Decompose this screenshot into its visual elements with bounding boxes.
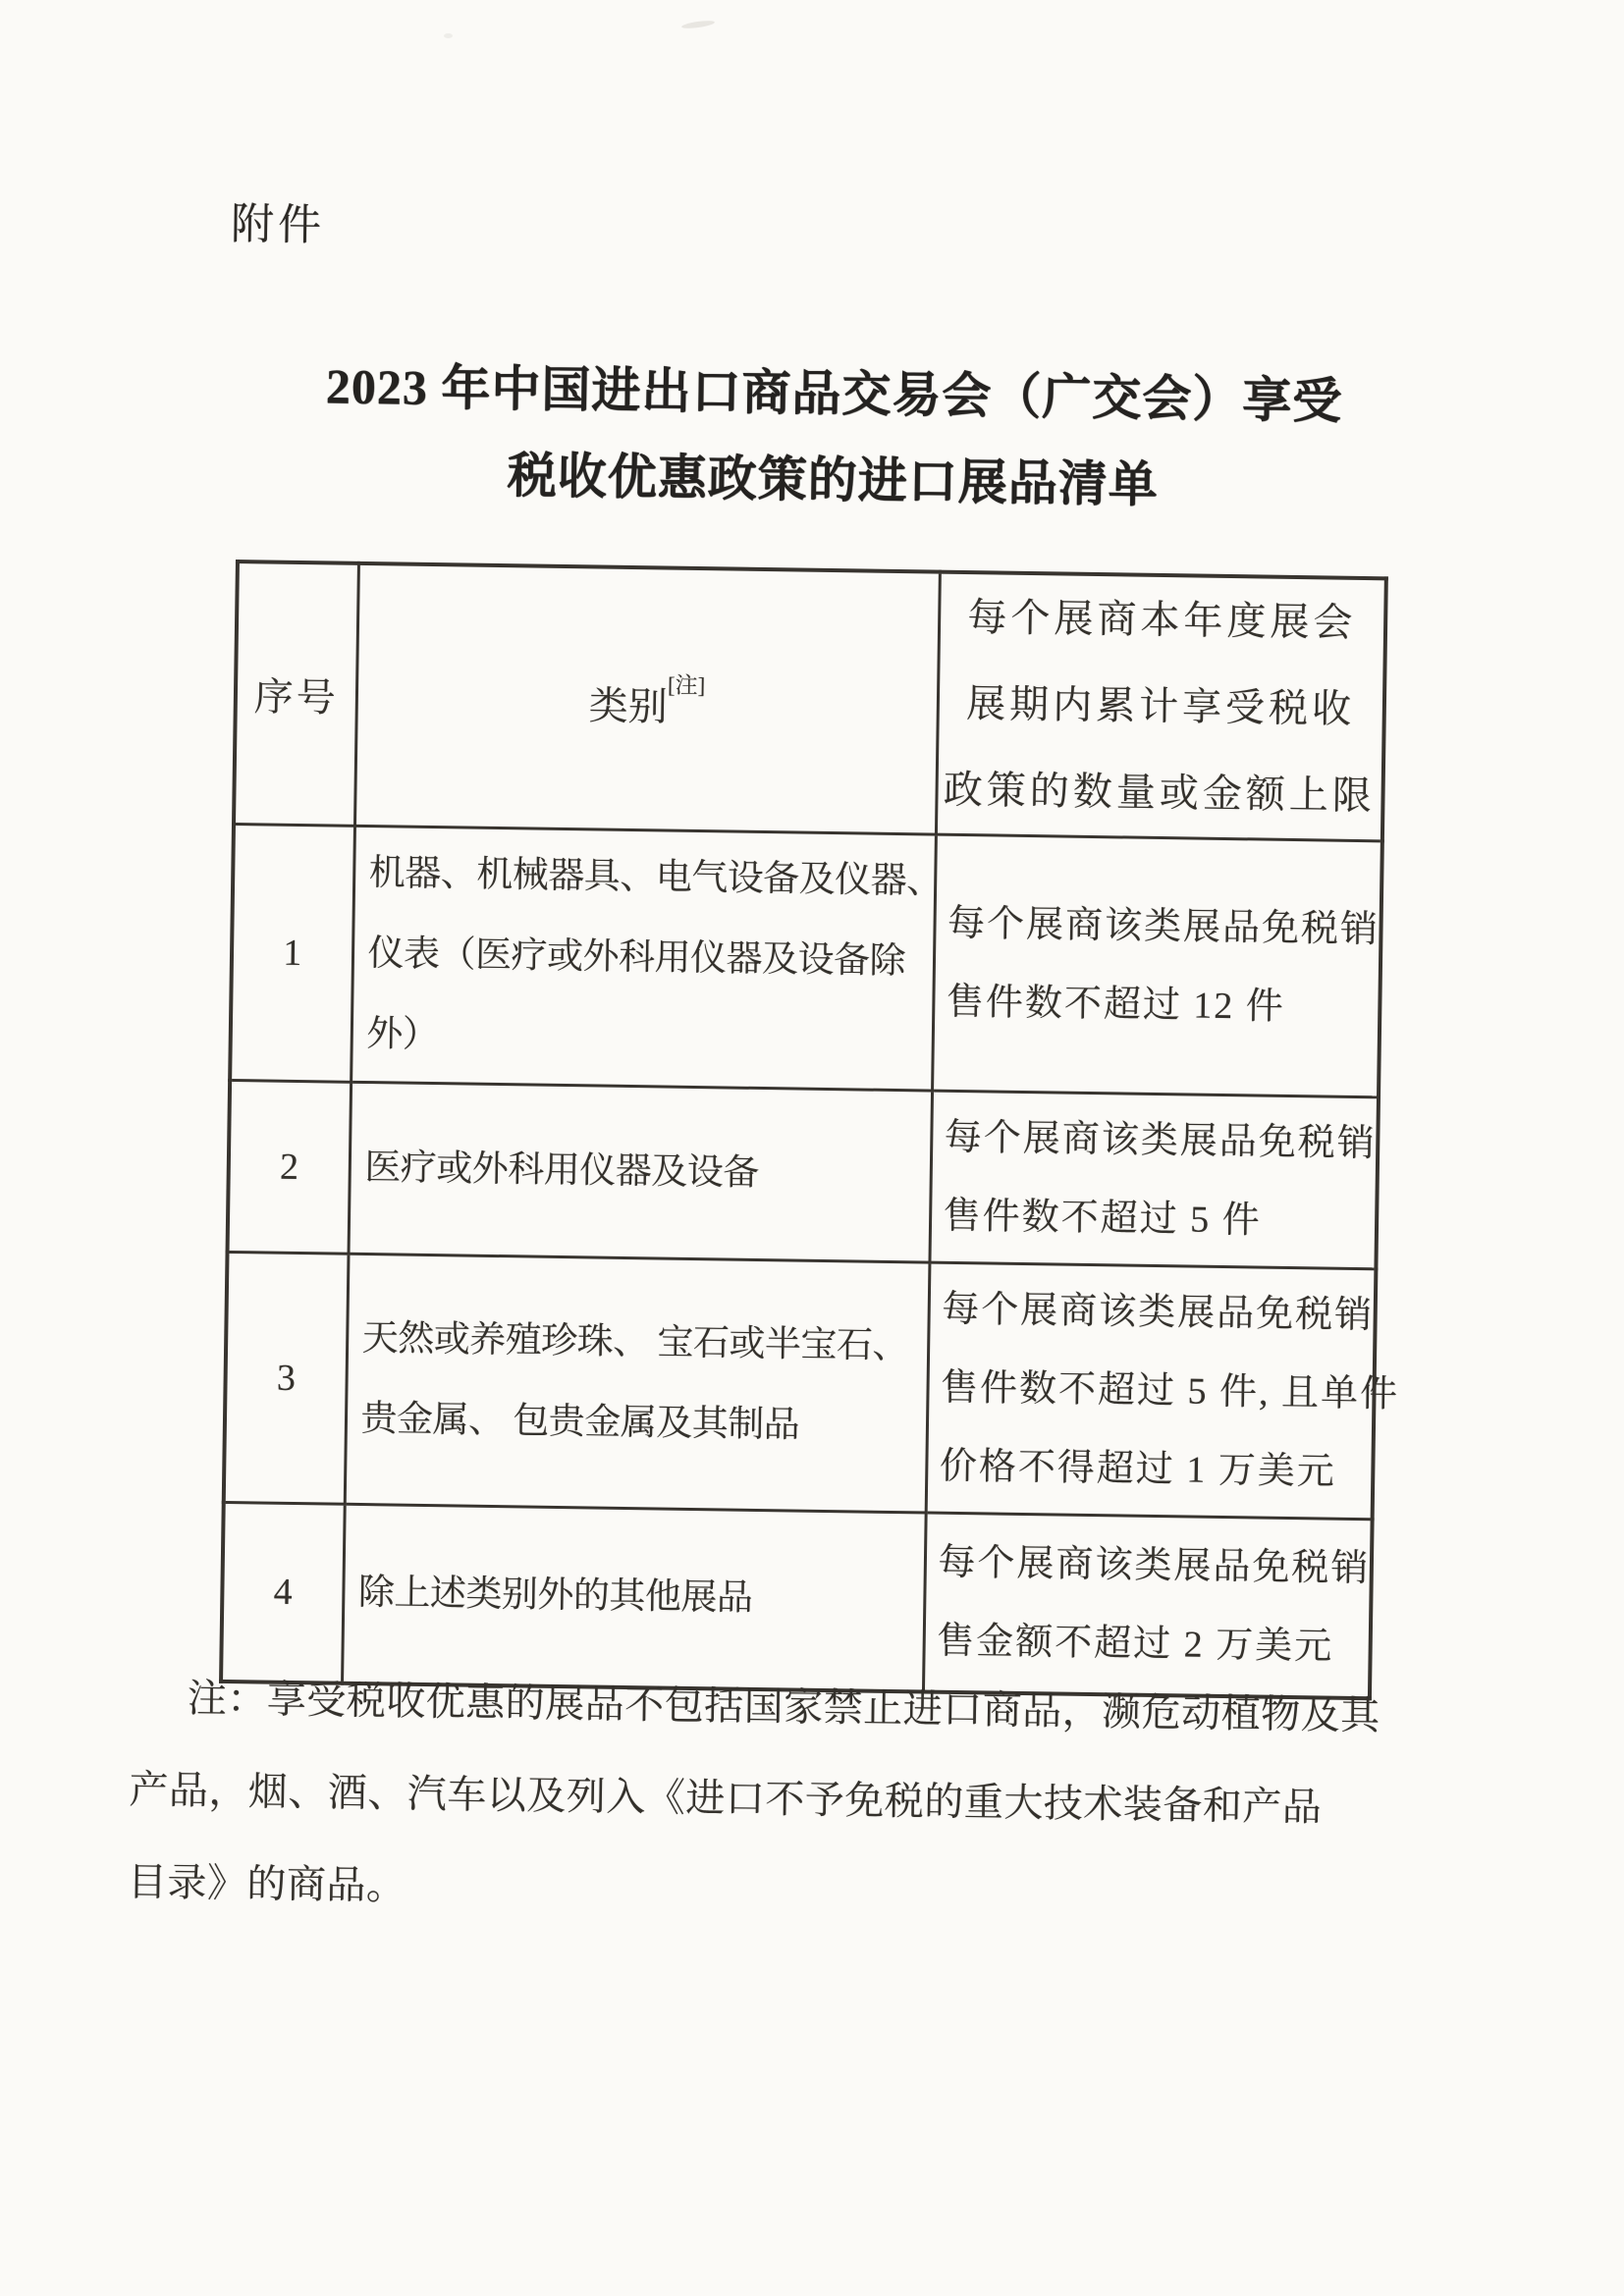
limit-cell [932, 834, 1382, 1097]
attachment-label: 附件 [230, 199, 326, 250]
document-title [30, 339, 1624, 535]
row-number: 3 [224, 1252, 349, 1504]
limit-line: 每个展商该类展品免税销 [941, 1288, 1375, 1337]
table-row [228, 1080, 1379, 1268]
row-number: 1 [230, 825, 354, 1083]
table-header-row [234, 561, 1386, 841]
exhibits-table [219, 560, 1400, 1700]
limit-line: 价格不得超过 1 万美元 [939, 1445, 1337, 1493]
table-row [230, 825, 1382, 1097]
limit-header-line: 每个展商本年度展会 [967, 595, 1357, 645]
category-header-note-marker: [注] [667, 672, 706, 699]
title-line-1: 2023 年中国进出口商品交易会（广交会）享受 [325, 358, 1343, 429]
footnote-line: 注：享受税收优惠的展品不包括国家禁止进口商品，濒危动植物及其 [187, 1676, 1380, 1738]
limit-line: 售件数不超过 12 件 [946, 981, 1286, 1028]
title-line-2: 税收优惠政策的进口展品清单 [507, 448, 1160, 512]
category-cell [351, 826, 944, 1091]
limit-cell [929, 1091, 1379, 1269]
column-header-category [354, 563, 940, 834]
limit-header-line: 展期内累计享受税收 [965, 681, 1356, 731]
limit-cell [926, 1262, 1400, 1520]
limit-line: 每个展商该类展品免税销 [938, 1541, 1371, 1590]
limit-header-line: 政策的数量或金额上限 [943, 767, 1377, 819]
category-cell [345, 1254, 930, 1513]
footnote-line: 产品，烟、酒、汽车以及列入《进口不予免税的重大技术装备和产品 [129, 1767, 1323, 1830]
category-header-text: 类别 [588, 683, 668, 729]
footnote-line: 目录》的商品。 [127, 1859, 406, 1908]
category-line: 机器、机械器具、电气设备及仪器、 [368, 853, 944, 902]
row-number: 2 [228, 1080, 352, 1254]
limit-line: 售件数不超过 5 件, 且单件 [940, 1366, 1400, 1415]
column-header-limit [936, 572, 1386, 841]
limit-line: 每个展商该类展品免税销 [944, 1116, 1378, 1165]
category-line: 除上述类别外的其他展品 [357, 1573, 753, 1620]
category-line: 贵金属、 包贵金属及其制品 [360, 1398, 800, 1446]
limit-line: 售件数不超过 5 件 [943, 1195, 1262, 1242]
category-line: 天然或养殖珍珠、 宝石或半宝石、 [361, 1317, 909, 1367]
category-line: 仪表（医疗或外科用仪器及设备除 [367, 934, 906, 983]
row-number: 4 [221, 1502, 345, 1682]
column-header-serial-no: 序号 [234, 561, 358, 826]
limit-line: 每个展商该类展品免税销 [947, 902, 1380, 951]
category-line: 外） [366, 1014, 439, 1056]
category-line: 医疗或外科用仪器及设备 [364, 1148, 760, 1194]
table-row [224, 1252, 1377, 1519]
limit-line: 售金额不超过 2 万美元 [936, 1620, 1334, 1668]
footnote [127, 1652, 1427, 1949]
category-cell [349, 1082, 933, 1262]
